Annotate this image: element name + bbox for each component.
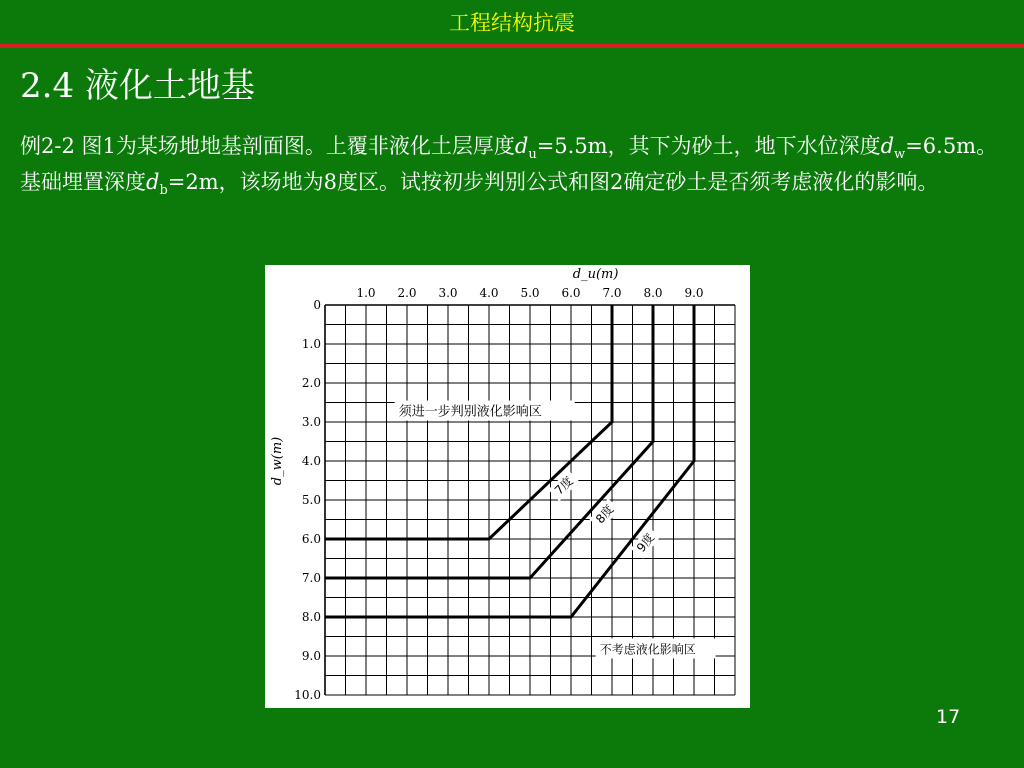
curve-label: 9度 bbox=[633, 530, 658, 555]
x-tick-label: 7.0 bbox=[602, 286, 622, 300]
slide-header-title: 工程结构抗震 bbox=[449, 11, 575, 35]
lower-region-label: 不考虑液化影响区 bbox=[599, 642, 696, 657]
y-tick-label: 0 bbox=[313, 298, 321, 312]
example-text-part1: 例2-2 图1为某场地地基剖面图。上覆非液化土层厚度 bbox=[20, 134, 515, 158]
db-symbol: d bbox=[146, 170, 160, 194]
x-tick-label: 6.0 bbox=[561, 286, 581, 300]
example-problem-text bbox=[20, 128, 1010, 200]
upper-region-label: 须进一步判别液化影响区 bbox=[398, 404, 542, 420]
y-tick-label: 9.0 bbox=[301, 649, 321, 663]
section-title: 2.4 液化土地基 bbox=[20, 66, 255, 106]
db-subscript: b bbox=[159, 183, 168, 199]
y-tick-label: 5.0 bbox=[301, 493, 321, 507]
du-symbol: d bbox=[514, 134, 529, 158]
y-tick-label: 8.0 bbox=[301, 610, 321, 624]
y-tick-label: 6.0 bbox=[301, 532, 321, 546]
y-tick-label: 2.0 bbox=[301, 376, 321, 390]
du-value: =5.5m，其下为砂土，地下水位深度 bbox=[536, 134, 881, 158]
page-number: 17 bbox=[936, 706, 961, 728]
x-tick-label: 5.0 bbox=[520, 286, 540, 300]
db-value: =2m，该场地为8度区。试按初步判别公式和图2确定砂土是否须考虑液化的影响。 bbox=[167, 170, 939, 194]
dw-subscript: w bbox=[894, 147, 906, 163]
y-tick-label: 7.0 bbox=[301, 571, 321, 585]
du-subscript: u bbox=[528, 147, 537, 163]
y-tick-label: 4.0 bbox=[301, 454, 321, 468]
x-tick-label: 3.0 bbox=[438, 286, 458, 300]
x-tick-label: 1.0 bbox=[356, 286, 376, 300]
dw-symbol: d bbox=[880, 134, 895, 158]
x-axis-title: d_u(m) bbox=[572, 267, 619, 282]
x-tick-label: 8.0 bbox=[643, 286, 663, 300]
y-tick-label: 3.0 bbox=[301, 415, 321, 429]
x-tick-label: 2.0 bbox=[397, 286, 417, 300]
y-axis-title: d_w(m) bbox=[270, 436, 285, 486]
curve-label: 7度 bbox=[551, 473, 576, 498]
liquefaction-chart-figure bbox=[265, 265, 750, 708]
curve-label: 8度 bbox=[592, 502, 617, 527]
y-tick-label: 10.0 bbox=[294, 688, 321, 702]
dw-value: =6.5m。基础埋置深度 bbox=[20, 134, 998, 194]
x-tick-label: 9.0 bbox=[684, 286, 704, 300]
header-divider bbox=[0, 44, 1024, 48]
x-tick-label: 4.0 bbox=[479, 286, 499, 300]
y-tick-label: 1.0 bbox=[301, 337, 321, 351]
liquefaction-chart bbox=[265, 265, 750, 708]
